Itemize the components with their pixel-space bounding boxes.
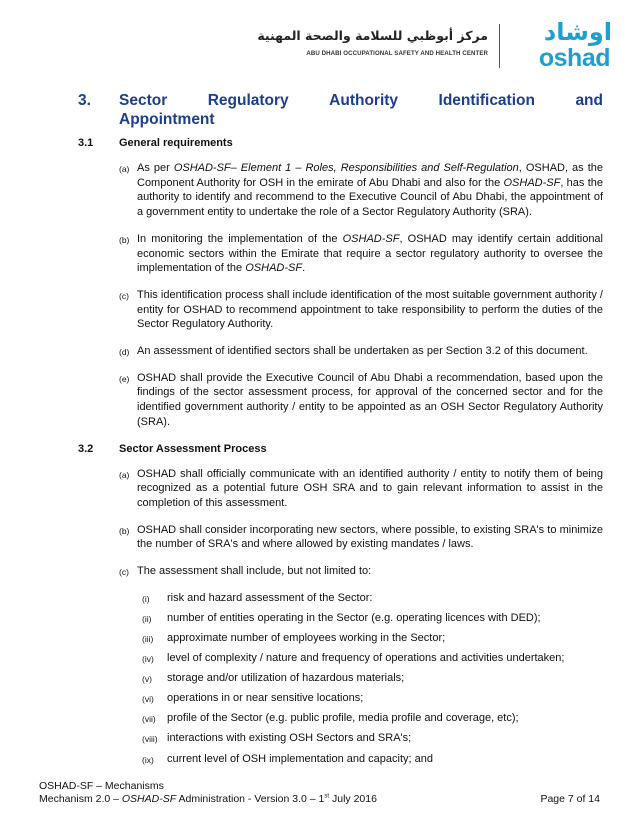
sub-list-item [78, 731, 603, 745]
sub-item-label: (viii) [142, 734, 158, 745]
logo-english-text: oshad [538, 44, 610, 72]
item-text-part: An assessment of identified sectors shall be undertaken as per Section 3.2 of this document. [137, 345, 588, 358]
footer-line2: Mechanism 2.0 – OSHAD-SF Administration - Version 3.0 – 1st July 2016 [39, 793, 377, 805]
subsection-heading [78, 137, 603, 151]
sub-item-label: (vi) [142, 694, 154, 705]
sub-item-label: (ix) [142, 754, 154, 765]
sub-item-label: (v) [142, 674, 152, 685]
sub-list-item [78, 611, 603, 625]
item-label: (b) [119, 525, 130, 536]
sub-item-text: current level of OSH implementation and capacity; and [167, 752, 433, 765]
title-word: Identification [438, 92, 535, 109]
item-text: The assessment shall include, but not limited to: [137, 565, 372, 578]
item-text-part: . [302, 262, 306, 275]
page-header [176, 18, 616, 78]
sub-item-label: (iii) [142, 633, 154, 644]
list-item [78, 523, 603, 552]
sub-item-text: level of complexity / nature and frequency of operations and activities undertaken; [167, 652, 565, 665]
document-body [78, 91, 603, 766]
sub-item-text: approximate number of employees working in the Sector; [167, 631, 446, 644]
section-heading [78, 91, 603, 131]
sub-item-text: storage and/or utilization of hazardous materials; [167, 672, 405, 685]
item-text-emphasis: OSHAD-SF [245, 262, 303, 275]
item-text [137, 161, 603, 220]
title-word: Regulatory [207, 92, 289, 109]
subsection-number: 3.2 [78, 442, 94, 455]
item-text [137, 371, 603, 430]
item-label: (e) [119, 373, 130, 384]
item-text-part: , has the authority to identify and recommend to the Executive Council of Abu Dhabi, the appointment of a government entity to undertake the role of a Sector Regulatory Authority (SRA). [137, 176, 603, 219]
title-word: Authority [329, 92, 399, 109]
page-footer [39, 780, 600, 806]
list-item [78, 467, 603, 511]
item-text-emphasis: OSHAD-SF [342, 232, 400, 245]
list-item [78, 371, 603, 430]
subsection-title: Sector Assessment Process [119, 442, 267, 455]
org-english-name: ABU DHABI OCCUPATIONAL SAFETY AND HEALTH CENTER [306, 50, 488, 57]
section-title-line1 [119, 91, 603, 110]
sub-list-item [78, 752, 603, 766]
sub-list-item [78, 651, 603, 665]
list-item [78, 288, 603, 332]
item-text: OSHAD shall officially communicate with an identified authority / entity to notify them of being recognized as a potential future OSH SRA and to gain relevant information to assist in the completion of this assessment. [137, 467, 603, 509]
sub-list-item [78, 631, 603, 645]
header-divider [499, 24, 500, 68]
item-label: (d) [119, 347, 130, 358]
sub-list-item [78, 711, 603, 725]
sub-item-text: operations in or near sensitive locations; [167, 692, 364, 705]
item-label: (a) [119, 469, 130, 480]
list-item [78, 564, 603, 579]
org-arabic-name: مركز أبوظبي للسلامة والصحة المهنية [257, 28, 488, 43]
subsection-number: 3.1 [78, 137, 94, 149]
item-text-emphasis: OSHAD-SF [503, 176, 561, 189]
logo-arabic-text: اوشاد [543, 18, 612, 46]
oshad-logo [508, 18, 616, 76]
item-label: (b) [119, 234, 130, 245]
section-title-line2: Appointment [119, 111, 215, 128]
sub-item-label: (ii) [142, 613, 152, 624]
item-text-part: As per [137, 162, 174, 174]
sub-item-text: profile of the Sector (e.g. public profile, media profile and coverage, etc); [167, 712, 519, 725]
subsection-title: General requirements [119, 137, 233, 149]
item-text-part: OSHAD shall provide the Executive Council of Abu Dhabi a recommendation, based upon the findings of the sector assessment process, for approval of the concerned sector and for the identified government authority / entity to be appointed as an OSH Sector Regulatory Authority (SRA). [137, 371, 603, 428]
item-text-part: In monitoring the implementation of the [137, 232, 343, 245]
list-item [78, 161, 603, 220]
item-text-part: , OSHAD, as the Component Authority for OSH in the emirate of Abu Dhabi and also for the [137, 162, 604, 189]
subsection-heading [78, 443, 603, 457]
item-text: OSHAD shall consider incorporating new sectors, where possible, to existing SRA's to minimize the number of SRA's and where allowed by existing mandates / laws. [137, 523, 603, 551]
sub-item-label: (vii) [142, 714, 156, 725]
item-text-part: , OSHAD may identify certain additional economic sectors within the Emirate that require a sector regulatory authority to oversee the implementation of the [137, 232, 603, 275]
sub-list-item [78, 691, 603, 705]
sub-item-label: (i) [142, 593, 150, 604]
sub-list-item [78, 591, 603, 605]
title-word: Sector [119, 92, 168, 109]
item-text [137, 232, 603, 276]
list-item [78, 232, 603, 276]
item-text [137, 344, 603, 359]
section-number: 3. [78, 92, 91, 109]
sub-item-text: interactions with existing OSH Sectors and SRA's; [167, 732, 412, 745]
item-text [137, 288, 603, 332]
list-item [78, 344, 603, 359]
page-number: Page 7 of 14 [540, 793, 600, 805]
item-label: (c) [119, 290, 129, 301]
item-text-part: This identification process shall include identification of the most suitable government authority / entity for OSHAD to recommend appointment to take responsibility to perform the duties of the Sector Regulatory Authority. [137, 288, 603, 331]
sub-item-label: (iv) [142, 654, 154, 665]
item-text-emphasis: OSHAD-SF– Element 1 – Roles, Responsibilities and Self-Regulation [173, 162, 519, 174]
item-label: (a) [119, 164, 130, 174]
footer-line1: OSHAD-SF – Mechanisms [39, 780, 164, 792]
item-label: (c) [119, 567, 129, 578]
sub-list-item [78, 671, 603, 685]
sub-item-text: risk and hazard assessment of the Sector: [167, 591, 373, 604]
title-word: and [575, 92, 603, 109]
sub-item-text: number of entities operating in the Sector (e.g. operating licences with DED); [167, 611, 541, 624]
